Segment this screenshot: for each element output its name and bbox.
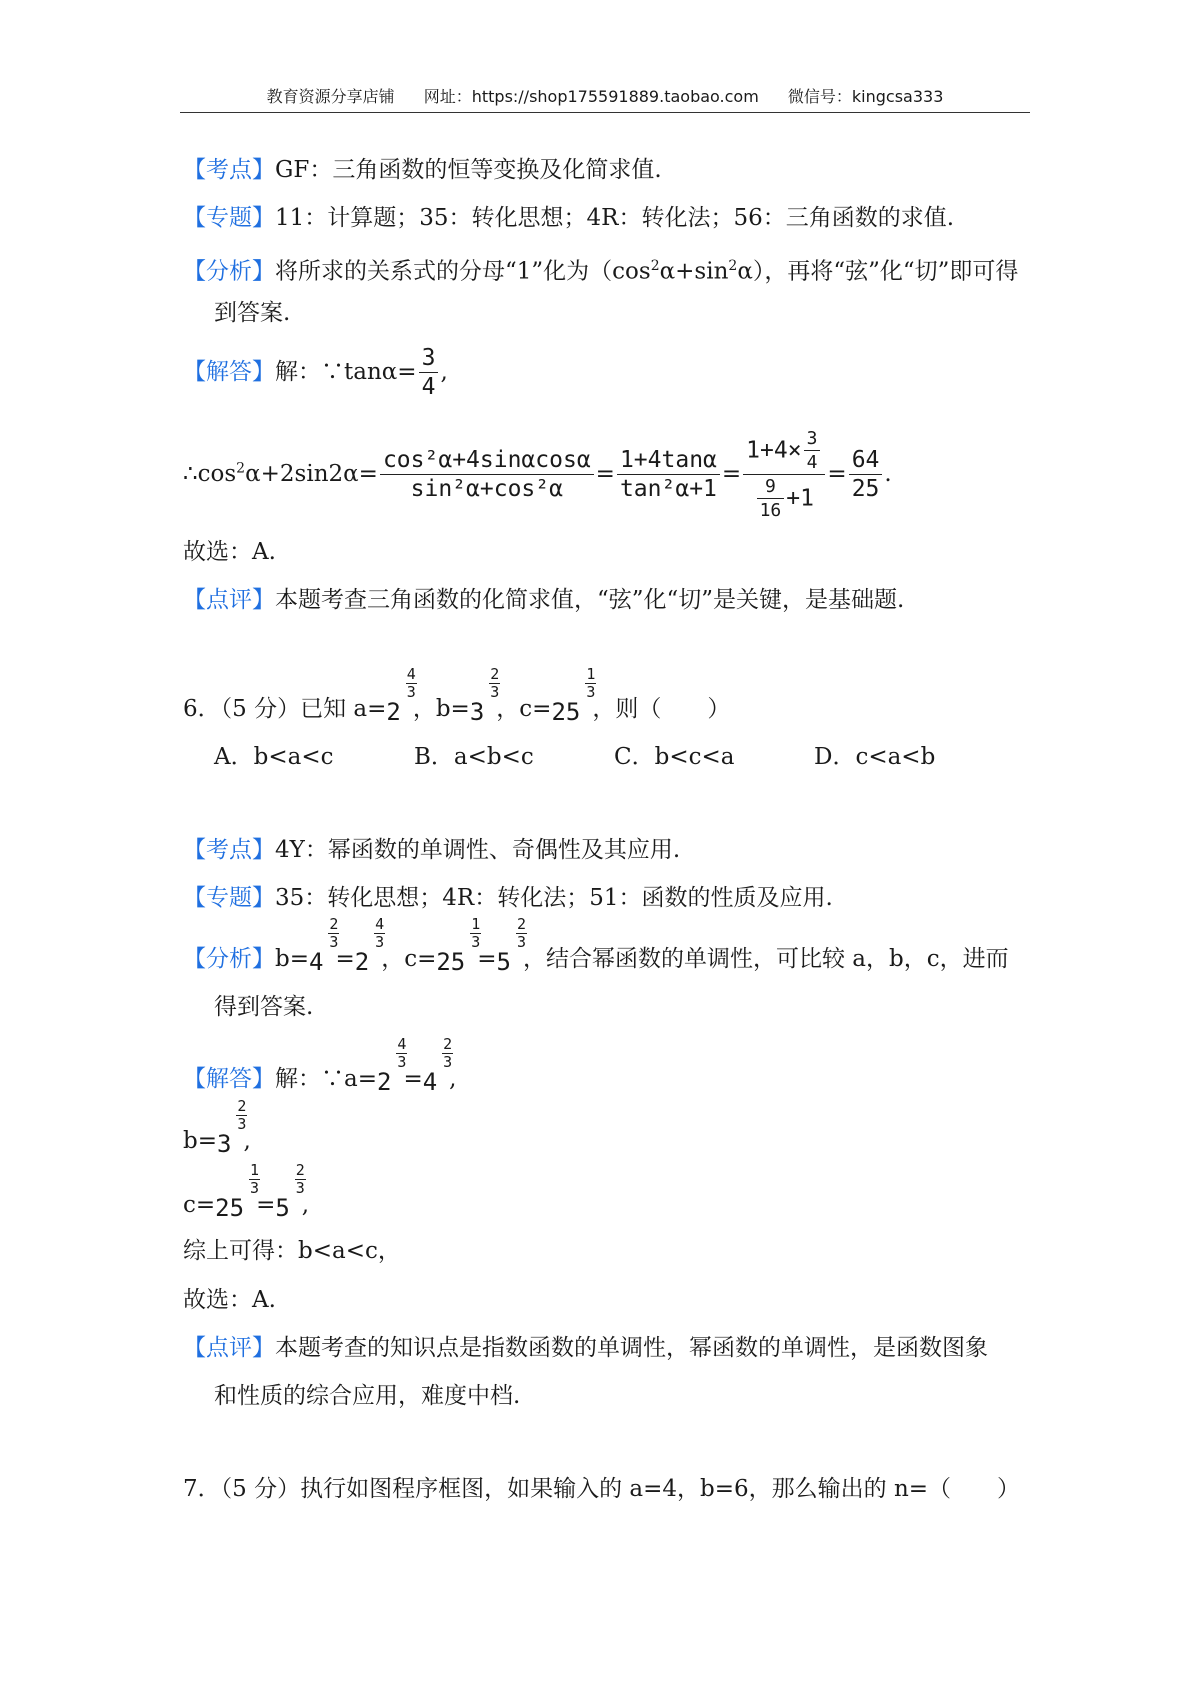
shop-name: 教育资源分享店铺 xyxy=(266,87,395,106)
option-d[interactable]: D．c<a<b xyxy=(814,744,936,770)
q5-zhuanti: 【专题】11：计算题；35：转化思想；4R：转化法；56：三角函数的求值. xyxy=(183,205,955,231)
option-c[interactable]: C．b<c<a xyxy=(614,744,735,770)
power-b: 3 2 3 xyxy=(469,665,500,726)
q6-fenxi-line2: 得到答案. xyxy=(214,994,314,1020)
jieda-tag: 【解答】 xyxy=(183,359,275,385)
q5-guxuan: 故选：A. xyxy=(183,539,276,565)
q7-stem: 7．（5 分）执行如图程序框图，如果输入的 a=4，b=6，那么输出的 n=（ ） xyxy=(183,1476,1021,1502)
header-rule xyxy=(180,112,1030,113)
q6-kaodian: 【考点】4Y：幂函数的单调性、奇偶性及其应用. xyxy=(183,837,681,863)
q5-fenxi-line2: 到答案. xyxy=(214,300,291,326)
fraction-3-4: $\frac{3}{4}$ xyxy=(419,347,439,399)
page-header xyxy=(180,84,1030,114)
power-a: 2 4 3 xyxy=(386,665,416,726)
q6-stem: 6．（5 分）已知 a=2 4 3 ，b=3 2 3 ，c=25 1 3 ，则（ ） xyxy=(183,665,731,726)
q5-calculation: $\therefore\cos^2\alpha+2\sin 2\alpha=$ $\frac{\text{cos²α+4sinαcosα}}{\text{sin²α+cos²α}}$ = $\frac{1+4\tan\alpha}{\text{tan²α+1}}$ = 1+4× $\frac{3}{4}$ $\frac{9}{16}$ +1 = $\frac{64}{25}$ . xyxy=(183,428,892,521)
dianping-tag: 【点评】 xyxy=(183,587,275,613)
kaodian-tag: 【考点】 xyxy=(183,157,275,183)
q6-dianping: 【点评】本题考查的知识点是指数函数的单调性，幂函数的单调性，是函数图象 xyxy=(183,1335,988,1361)
wechat-id: 微信号：kingcsa333 xyxy=(787,87,944,106)
power-c: 25 1 3 xyxy=(551,665,596,726)
fenxi-tag: 【分析】 xyxy=(183,258,275,285)
option-a[interactable]: A．b<a<c xyxy=(214,744,334,770)
q5-dianping: 【点评】本题考查三角函数的化简求值，“弦”化“切”是关键，是基础题. xyxy=(183,587,905,613)
fraction-step-3: 1+4× $\frac{3}{4}$ $\frac{9}{16}$ +1 xyxy=(743,430,825,520)
q6-c-line: c=25 1 3 =5 2 3 , xyxy=(183,1161,310,1222)
q5-jieda: 【解答】解：∵tanα= $\frac{3}{4}$ , xyxy=(183,345,448,400)
fraction-result: $\frac{64}{25}$ xyxy=(849,449,883,501)
option-b[interactable]: B．a<b<c xyxy=(414,744,534,770)
q6-b-line: b=3 2 3 , xyxy=(183,1097,251,1158)
q6-zongshang: 综上可得：b<a<c， xyxy=(183,1238,401,1264)
q6-jieda: 【解答】解：∵a=2 4 3 =4 2 3 , xyxy=(183,1035,457,1096)
fraction-step-1: $\frac{\text{cos²α+4sinαcosα}}{\text{sin²α+cos²α}}$ xyxy=(380,449,594,501)
zhuanti-tag: 【专题】 xyxy=(183,205,275,231)
q6-fenxi: 【分析】b=4 2 3 =2 4 3 ，c=25 1 3 =5 2 3 ，结合幂函数的单调性，可比较 a，b，c，进而 xyxy=(183,915,1009,976)
q5-kaodian: 【考点】GF：三角函数的恒等变换及化简求值. xyxy=(183,157,662,183)
site-url[interactable]: 网址：https://shop175591889.taobao.com xyxy=(423,87,759,106)
fraction-step-2: $\frac{1+4\tan\alpha}{\text{tan²α+1}}$ xyxy=(617,449,720,501)
q6-zhuanti: 【专题】35：转化思想；4R：转化法；51：函数的性质及应用. xyxy=(183,885,833,911)
q6-dianping-line2: 和性质的综合应用，难度中档. xyxy=(214,1383,521,1409)
q5-fenxi: 【分析】将所求的关系式的分母“1”化为$(\cos^2\alpha+\sin^2\alpha)$，再将“弦”化“切”即可得 xyxy=(183,258,1019,285)
q6-guxuan: 故选：A. xyxy=(183,1287,276,1313)
